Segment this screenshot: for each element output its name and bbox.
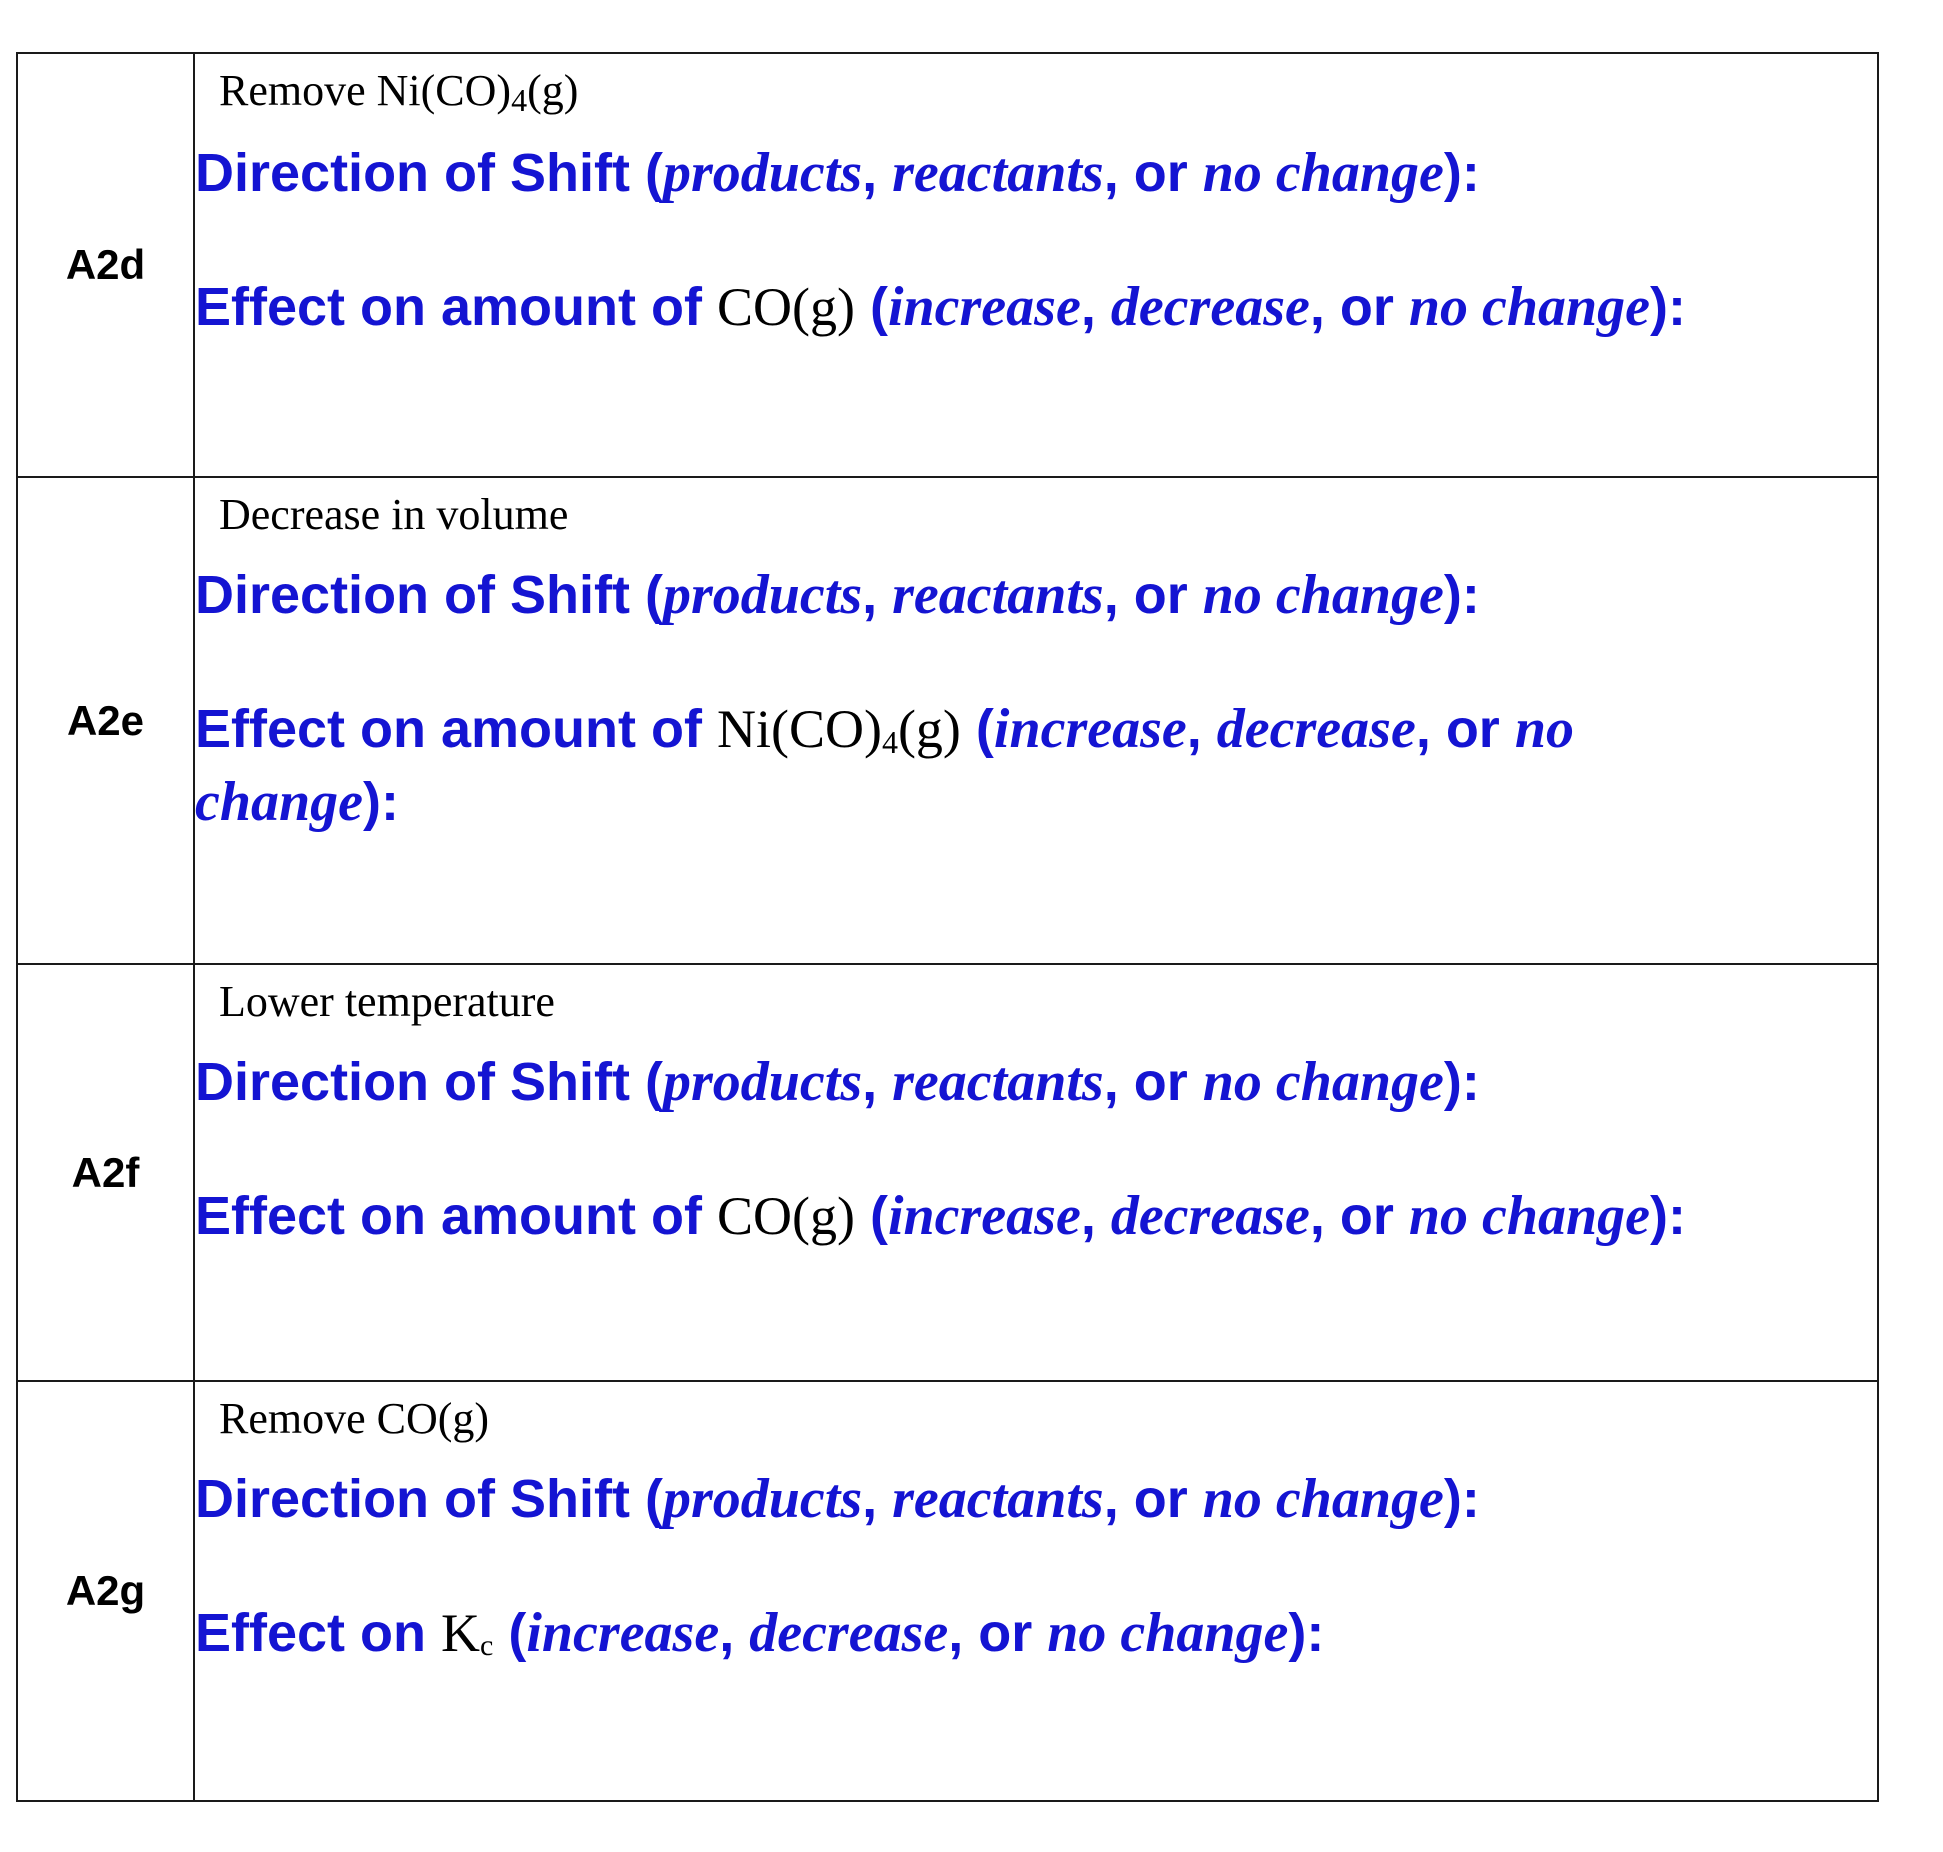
effect-prompt: Effect on amount of CO(g) (increase, decrease, or no change): (195, 275, 1686, 338)
direction-of-shift-prompt: Direction of Shift (products, reactants, or no change): (195, 563, 1480, 626)
effect-prompt: Effect on $K_c$ (increase, decrease, or no change): (195, 1601, 1325, 1664)
row-label: A2g (17, 1381, 194, 1801)
species-text: $K_c$ (441, 1602, 494, 1663)
direction-of-shift-prompt: Direction of Shift (products, reactants, or no change): (195, 1050, 1480, 1113)
condition-text: Remove $Ni(CO)_4(g)$ (219, 66, 579, 118)
question-cell (194, 477, 1878, 964)
row-label: A2e (17, 477, 194, 964)
table-row (17, 477, 1878, 964)
question-cell (194, 1381, 1878, 1801)
condition-text: Remove CO(g) (219, 1394, 490, 1443)
effect-prompt: Effect on amount of $Ni(CO)_4(g)$ (increase, decrease, or no change): (195, 697, 1574, 834)
effect-prompt: Effect on amount of CO(g) (increase, decrease, or no change): (195, 1184, 1686, 1247)
table-row (17, 1381, 1878, 1801)
direction-of-shift-prompt: Direction of Shift (products, reactants, or no change): (195, 141, 1480, 204)
condition-text: Lower temperature (219, 977, 555, 1026)
worksheet-table (16, 52, 1879, 1802)
row-label: A2f (17, 964, 194, 1381)
table-row (17, 53, 1878, 477)
direction-of-shift-prompt: Direction of Shift (products, reactants, or no change): (195, 1467, 1480, 1530)
question-cell (194, 964, 1878, 1381)
species-text: $Ni(CO)_4(g)$ (716, 698, 961, 760)
row-label: A2d (17, 53, 194, 477)
table-row (17, 964, 1878, 1381)
question-cell (194, 53, 1878, 477)
condition-text: Decrease in volume (219, 490, 569, 539)
